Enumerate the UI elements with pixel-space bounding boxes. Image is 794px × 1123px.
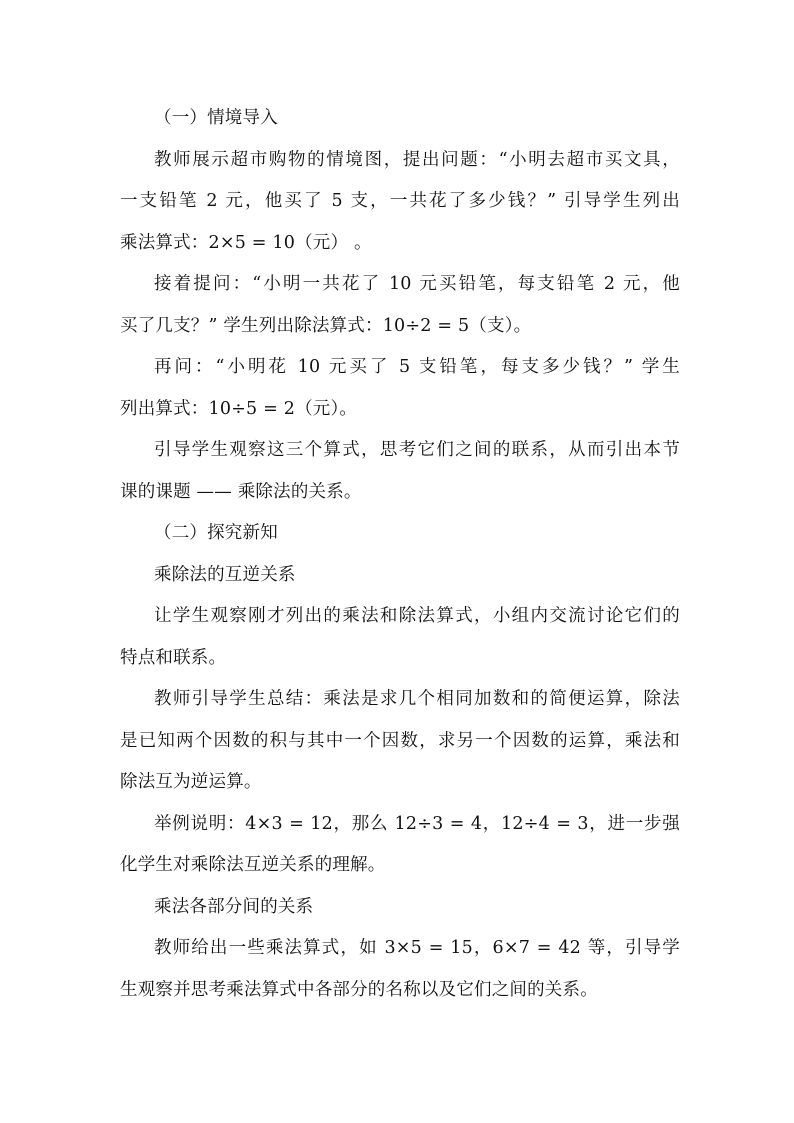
paragraph-line: 列出算式：10÷5 = 2（元）。 [120, 398, 358, 419]
section-heading-situation: （一）情境导入 [154, 108, 278, 128]
paragraph-line: 再问：“小明花 10 元买了 5 支铅笔，每支多少钱？” 学生 [154, 357, 680, 377]
document-body [120, 98, 680, 1011]
paragraph-line: 生观察并思考乘法算式中各部分的名称以及它们之间的关系。 [120, 979, 598, 1000]
section-heading-explore: （二）探究新知 [154, 523, 278, 543]
paragraph-line: 让学生观察刚才列出的乘法和除法算式，小组内交流讨论它们的 [154, 606, 680, 626]
subheading-multiplication-parts: 乘法各部分间的关系 [154, 896, 314, 917]
paragraph-line: 乘法算式：2×5 = 10（元） 。 [120, 232, 372, 253]
paragraph-line: 教师展示超市购物的情境图，提出问题：“小明去超市买文具， [154, 149, 680, 170]
paragraph-line: 化学生对乘除法互逆关系的理解。 [120, 855, 386, 875]
paragraph-line: 是已知两个因数的积与其中一个因数，求另一个因数的运算，乘法和 [120, 730, 680, 751]
paragraph-line: 举例说明：4×3 = 12，那么 12÷3 = 4，12÷4 = 3，进一步强 [154, 813, 680, 834]
paragraph-line: 除法互为逆运算。 [120, 772, 262, 792]
paragraph-line: 教师引导学生总结：乘法是求几个相同加数和的简便运算，除法 [154, 689, 680, 709]
paragraph-line: 特点和联系。 [120, 647, 227, 668]
paragraph-line: 引导学生观察这三个算式，思考它们之间的联系，从而引出本节 [154, 440, 680, 460]
paragraph-line: 接着提问：“小明一共花了 10 元买铅笔，每支铅笔 2 元，他 [154, 274, 680, 294]
subheading-inverse-relation: 乘除法的互逆关系 [154, 564, 296, 585]
paragraph-line: 教师给出一些乘法算式，如 3×5 = 15，6×7 = 42 等，引导学 [154, 938, 680, 958]
paragraph-line: 课的课题 —— 乘除法的关系。 [120, 481, 362, 502]
paragraph-line: 买了几支？” 学生列出除法算式：10÷2 = 5（支）。 [120, 315, 532, 336]
paragraph-line: 一支铅笔 2 元，他买了 5 支，一共花了多少钱？” 引导学生列出 [120, 191, 680, 211]
